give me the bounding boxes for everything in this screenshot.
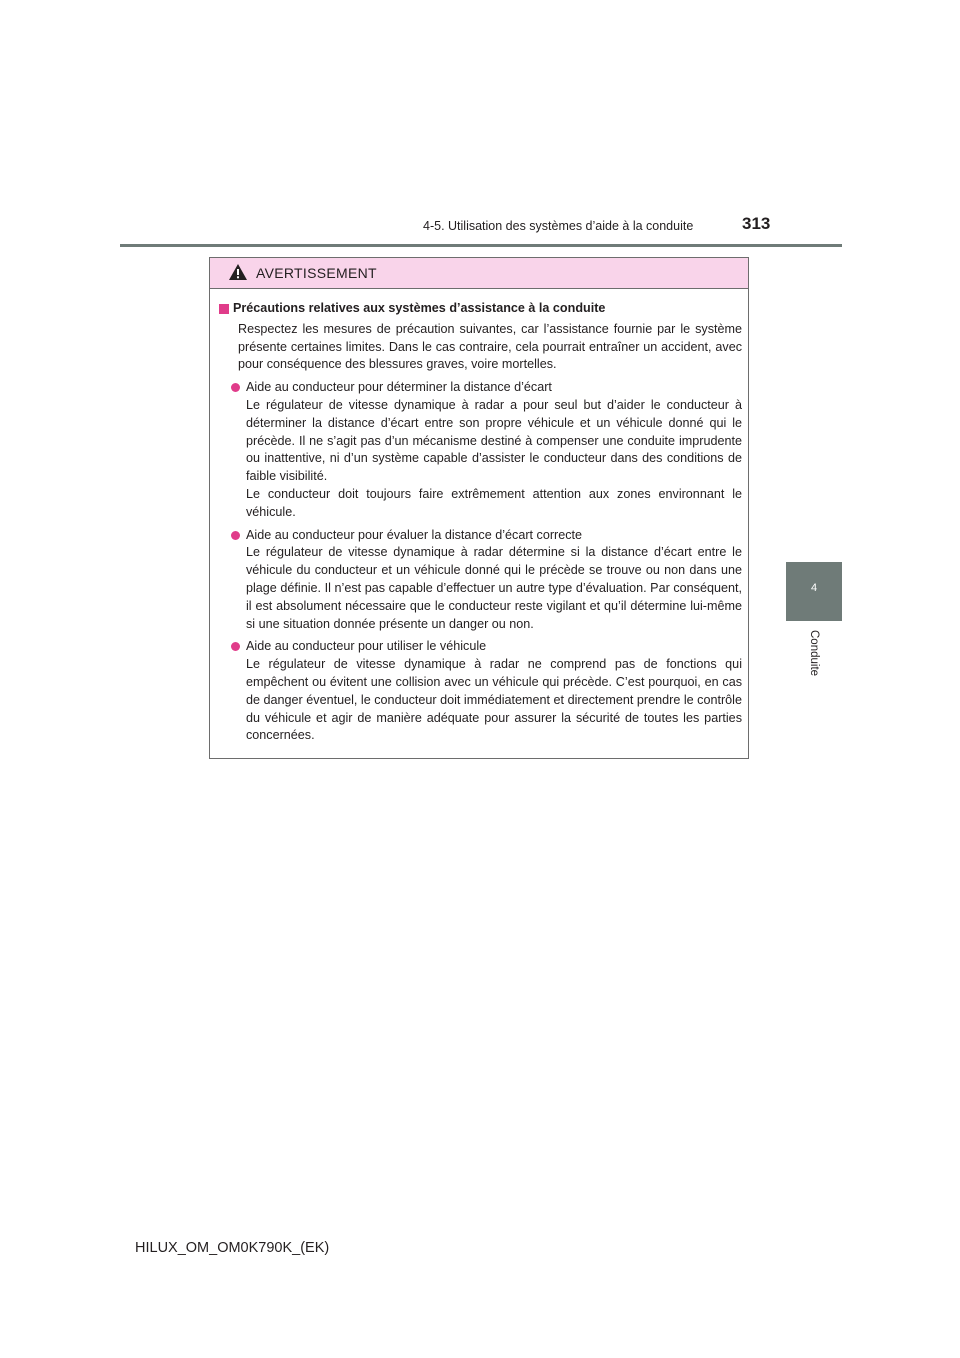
header-section-title: 4-5. Utilisation des systèmes d’aide à la conduite [423, 219, 694, 233]
item-title: Aide au conducteur pour utiliser le véhicule [246, 639, 487, 654]
item-title: Aide au conducteur pour déterminer la distance d’écart [246, 380, 552, 395]
list-item [228, 638, 742, 745]
item-title: Aide au conducteur pour évaluer la distance d’écart correcte [246, 527, 583, 542]
item-text: Le régulateur de vitesse dynamique à radar détermine si la distance d’écart entre le véhicule du conducteur et un véhicule donné qui le précède se trouve ou non dans une plage définie. Il n’est pas capable d’effectuer un autre type d’évaluation. Par conséquent, il est absolument nécessaire que le conducteur reste vigilant et qu’il détermine lui-même si une situation donnée présente un danger ou non. [246, 545, 742, 631]
bullet-dot-icon [231, 531, 240, 540]
chapter-label-text: Conduite [808, 630, 820, 677]
list-item [228, 527, 742, 634]
page-number: 313 [742, 214, 771, 233]
item-text: Le régulateur de vitesse dynamique à radar ne comprend pas de fonctions qui empêchent ou évitent une collision avec un véhicule qui précède. C’est pourquoi, en cas de danger éventuel, le conducteur doit immédiatement et directement prendre le contrôle du véhicule et agir de manière adéquate pour assurer la sécurité de toutes les parties concernées. [246, 657, 742, 743]
section-heading-text: Précautions relatives aux systèmes d’assistance à la conduite [233, 301, 606, 315]
intro-paragraph: Respectez les mesures de précaution suivantes, car l’assistance fournie par le système présente certaines limites. Dans le cas contraire, cela pourrait entraîner un accident, avec pour conséquence des blessures graves, voire mortelles. [238, 321, 742, 372]
item-text-secondary: Le conducteur doit toujours faire extrêmement attention aux zones environnant le véhicule. [246, 486, 742, 519]
chapter-number: 4 [810, 582, 818, 594]
bullet-dot-icon [231, 383, 240, 392]
header-divider [120, 244, 842, 247]
warning-box [209, 257, 749, 759]
bullet-dot-icon [231, 642, 240, 651]
chapter-tab [786, 562, 842, 621]
square-bullet-icon [219, 304, 229, 314]
warning-header [210, 258, 748, 289]
warning-triangle-icon [228, 263, 248, 281]
list-item [228, 379, 742, 521]
item-text: Le régulateur de vitesse dynamique à radar a pour seul but d’aider le conducteur à déterminer la distance d’écart entre son propre véhicule et un véhicule donné qui le précède. Il ne s’agit pas d’un mécanisme destiné à compenser une conduite imprudente ou inattentive, ni d’un système capable d’assister le conducteur dans des conditions de faible visibilité. [246, 397, 742, 484]
document-code: HILUX_OM_OM0K790K_(EK) [135, 1240, 330, 1256]
chapter-label [806, 630, 822, 690]
warning-title: AVERTISSEMENT [256, 265, 377, 281]
warning-body [210, 289, 748, 745]
section-heading [217, 300, 742, 318]
